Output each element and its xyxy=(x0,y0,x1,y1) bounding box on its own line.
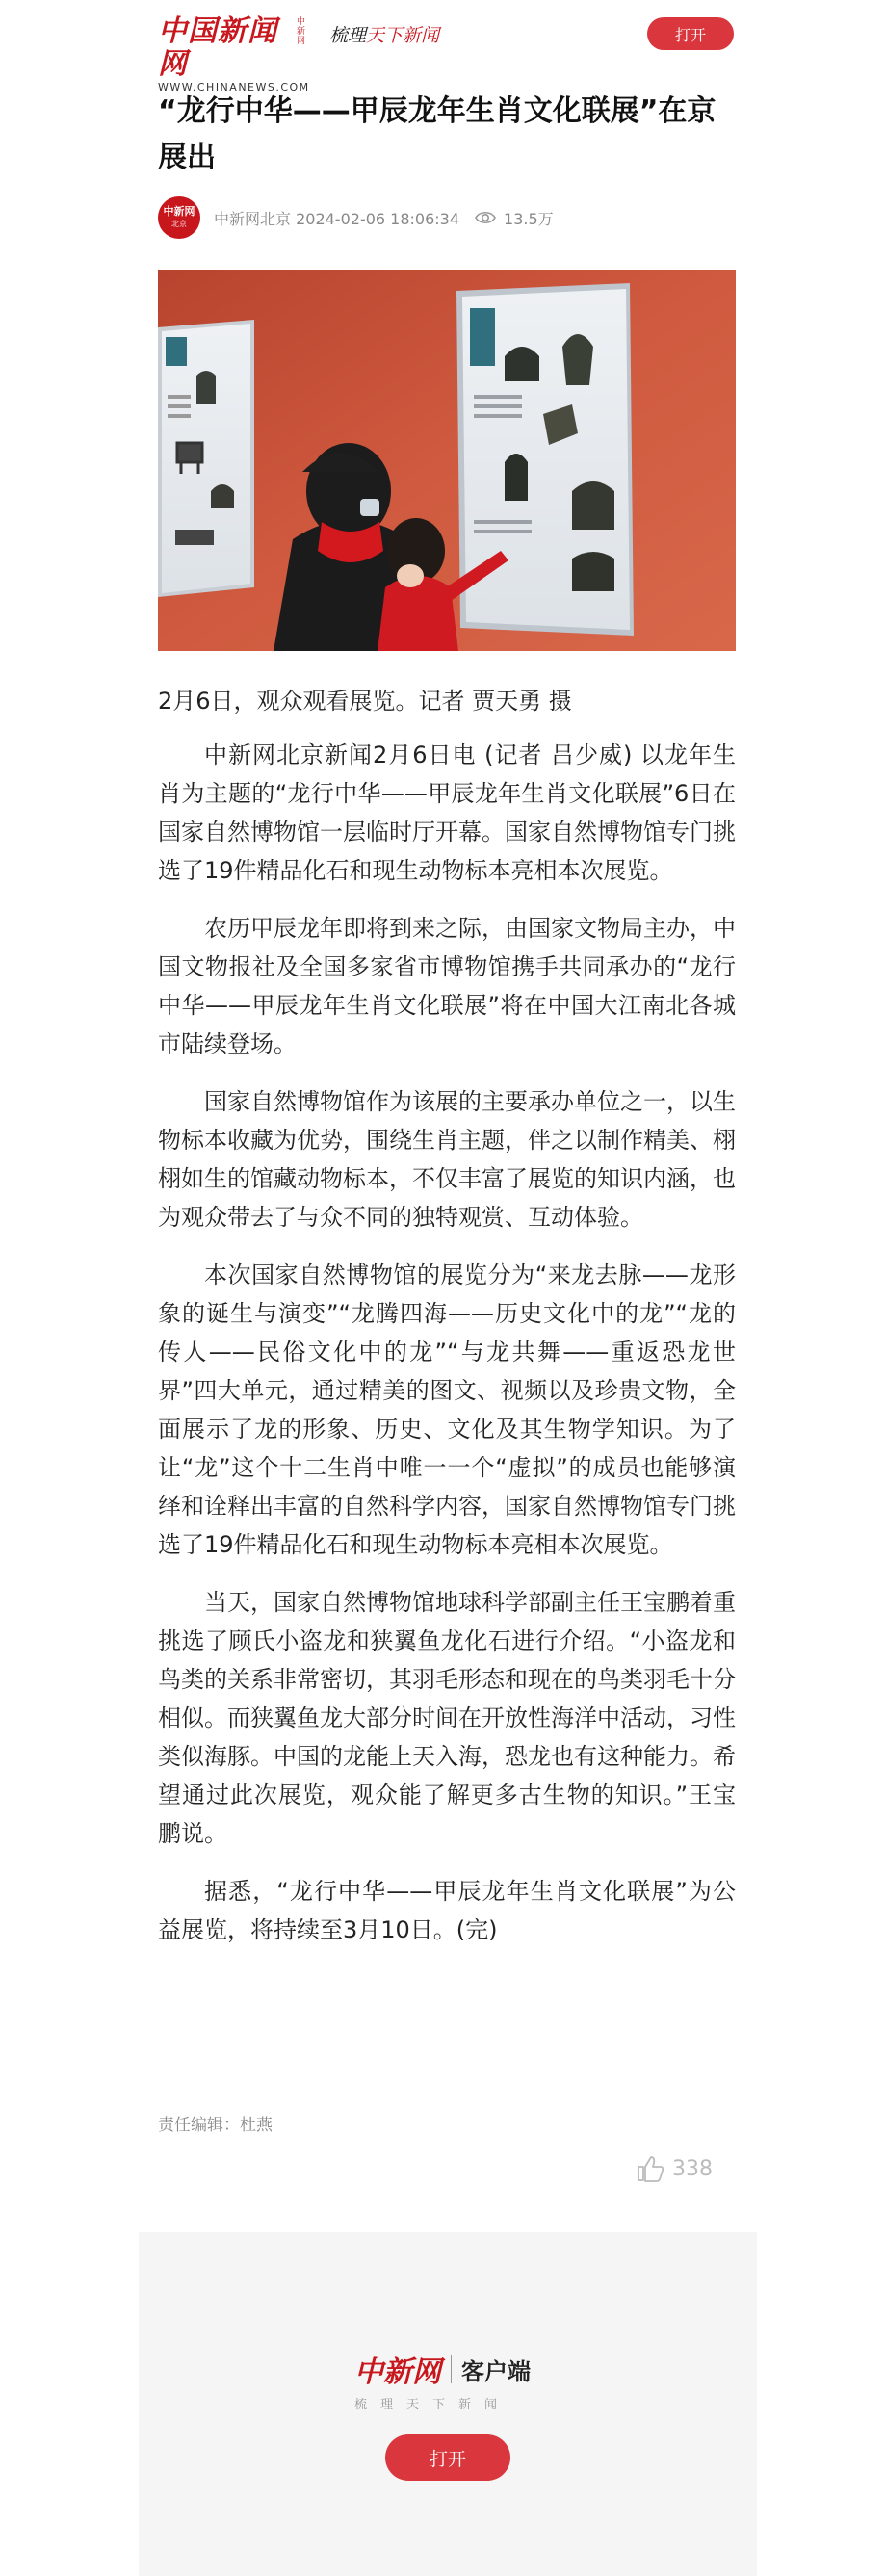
thumbs-up-icon xyxy=(636,2155,664,2182)
avatar-text: 中新网 xyxy=(163,205,195,218)
article-paragraph-5: 当天，国家自然博物馆地球科学部副主任王宝鹏着重挑选了顾氏小盗龙和狭翼鱼龙化石进行介绍。“小盗龙和鸟类的关系非常密切，其羽毛形态和现在的鸟类羽毛十分相似。而狭翼鱼龙大部分时间在开放性海洋中活动，习性类似海豚。中国的龙能上天入海，恐龙也有这种能力。希望通过此次展览，观众能了解更多古生物的知识。”王宝鹏说。 xyxy=(158,1589,736,1847)
photo-caption: 2月6日，观众观看展览。记者 贾天勇 摄 xyxy=(158,688,572,715)
slogan-red: 天下新闻 xyxy=(366,25,440,46)
source-avatar[interactable] xyxy=(158,196,200,239)
article-paragraph-2: 农历甲辰龙年即将到来之际，由国家文物局主办，中国文物报社及全国多家省市博物馆携手共同承办的“龙行中华——甲辰龙年生肖文化联展”将在中国大江南北各城市陆续登场。 xyxy=(158,915,736,1057)
like-count: 338 xyxy=(672,2156,713,2181)
promo-logo xyxy=(354,2348,531,2390)
promo-divider xyxy=(451,2355,452,2383)
logo-url: WWW.CHINANEWS.COM xyxy=(158,81,310,93)
view-count: 13.5万 xyxy=(504,209,554,228)
top-header xyxy=(0,0,886,93)
article-body xyxy=(158,736,736,1968)
article-photo[interactable] xyxy=(158,270,736,651)
promo-subtitle: 梳理天下新闻 xyxy=(354,2398,511,2412)
article-paragraph-4: 本次国家自然博物馆的展览分为“来龙去脉——龙形象的诞生与演变”“龙腾四海——历史文化中的龙”“龙的传人——民俗文化中的龙”“与龙共舞——重返恐龙世界”四大单元，通过精美的图文、视频以及珍贵文物，全面展示了龙的形象、历史、文化及其生物学知识。为了让“龙”这个十二生肖中唯一一个“虚拟”的成员也能够演绎和诠释出丰富的自然科学内容，国家自然博物馆专门挑选了19件精品化石和现生动物标本亮相本次展览。 xyxy=(158,1262,736,1558)
eye-icon xyxy=(475,210,496,225)
open-app-button-top[interactable]: 打开 xyxy=(647,17,734,50)
logo-side-text: 中新网 xyxy=(297,17,306,46)
article-meta xyxy=(158,195,554,241)
article-paragraph-6: 据悉，“龙行中华——甲辰龙年生肖文化联展”为公益展览，将持续至3月10日。(完) xyxy=(158,1878,736,1943)
slogan-black: 梳理 xyxy=(329,25,367,46)
article-paragraph-3: 国家自然博物馆作为该展的主要承办单位之一，以生物标本收藏为优势，围绕生肖主题，伴之以制作精美、栩栩如生的馆藏动物标本，不仅丰富了展览的知识内涵，也为观众带去了与众不同的独特观赏、互动体验。 xyxy=(158,1088,736,1231)
like-button[interactable] xyxy=(636,2155,713,2182)
avatar-sub: 北京 xyxy=(171,220,187,228)
promo-client-label: 客户端 xyxy=(461,2357,531,2385)
chinanews-logo[interactable] xyxy=(158,14,310,93)
logo-text: 中国新闻网 xyxy=(158,14,277,81)
article-paragraph-1: 中新网北京新闻2月6日电 (记者 吕少威) 以龙年生肖为主题的“龙行中华——甲辰龙年生肖文化联展”6日在国家自然博物馆一层临时厅开幕。国家自然博物馆专门挑选了19件精品化石和现生动物标本亮相本次展览。 xyxy=(158,742,736,884)
header-slogan xyxy=(329,21,439,47)
article-title: “龙行中华——甲辰龙年生肖文化联展”在京展出 xyxy=(158,94,717,174)
open-app-button-bottom[interactable]: 打开 xyxy=(385,2434,510,2481)
promo-brand: 中新网 xyxy=(354,2355,441,2389)
source-and-time: 中新网北京 2024-02-06 18:06:34 xyxy=(214,209,460,228)
app-promo xyxy=(139,2232,757,2576)
responsible-editor: 责任编辑：杜燕 xyxy=(158,2116,273,2135)
